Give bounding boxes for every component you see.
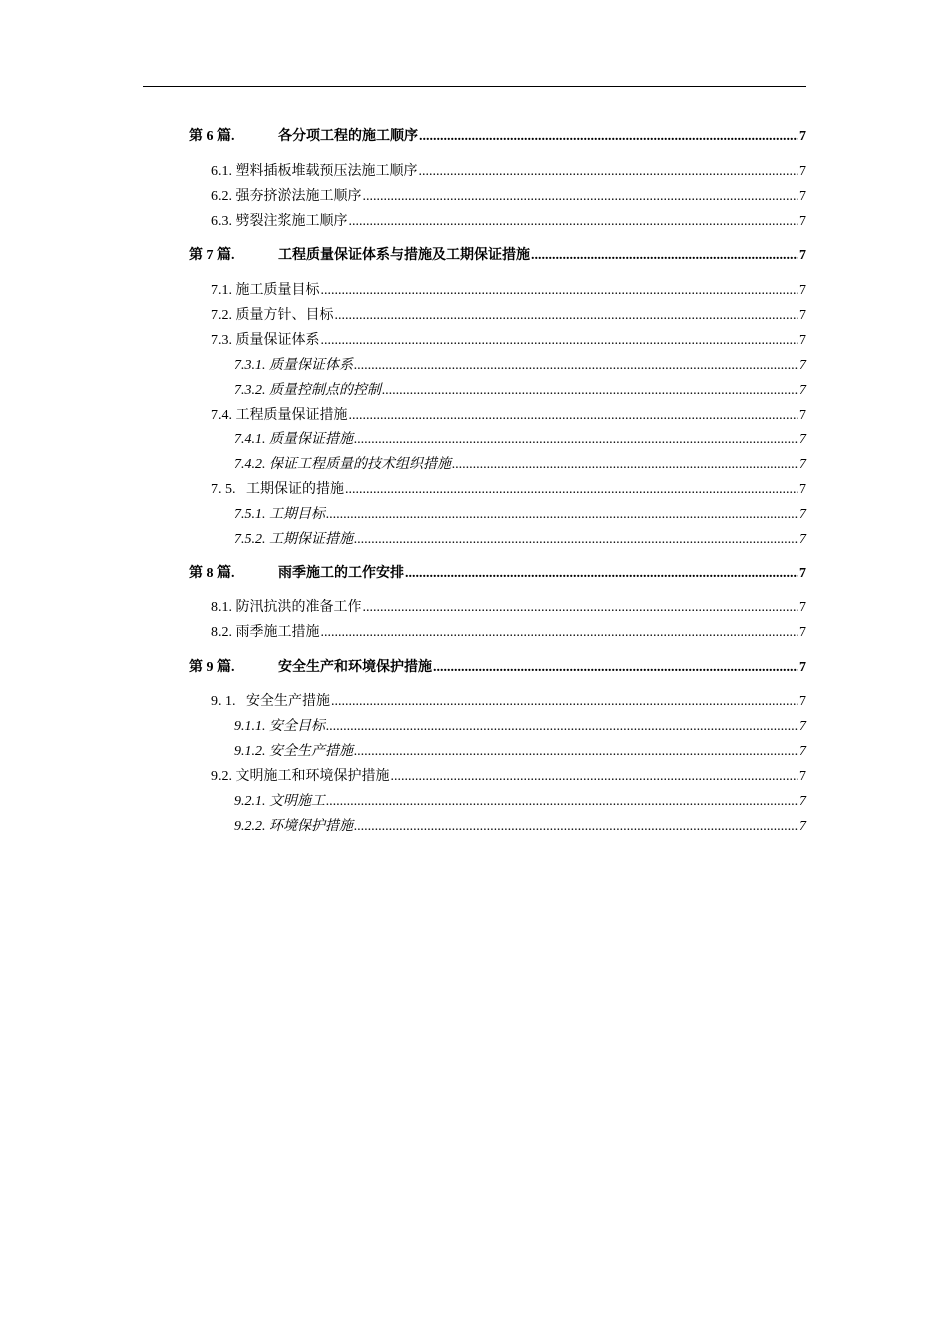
toc-page: 7 [799,794,806,809]
toc-page: 7 [799,358,806,373]
toc-title: 工期目标 [269,507,325,522]
toc-page: 7 [799,660,806,675]
toc-chapter-9[interactable] [189,659,806,677]
toc-subsection-7-4-1[interactable] [234,431,806,449]
toc-title: 质量保证体系 [235,333,320,348]
toc-section-8-1[interactable] [211,599,806,617]
toc-number: 9.2.2. [234,819,266,834]
toc-title: 工期保证的措施 [246,482,344,497]
toc-section-7-4[interactable] [211,407,806,425]
toc-title: 质量方针、目标 [235,308,334,323]
toc-section-8-2[interactable] [211,624,806,642]
toc-title: 雨季施工措施 [235,625,320,640]
toc-title: 塑料插板堆载预压法施工顺序 [235,164,418,179]
toc-number: 7.4.1. [234,432,266,447]
toc-page: 7 [799,248,806,263]
toc-leader [321,332,799,350]
toc-title: 各分项工程的施工顺序 [278,129,418,144]
toc-number: 7.1. [211,283,232,298]
toc-leader [354,531,798,549]
toc-chapter-6[interactable] [189,128,806,146]
toc-subsection-9-1-1[interactable] [234,718,806,736]
toc-leader [331,693,798,711]
toc-number: 9.1.1. [234,719,266,734]
toc-title: 劈裂注浆施工顺序 [235,214,348,229]
toc-leader [419,163,799,181]
toc-leader [419,128,798,146]
toc-leader [354,818,798,836]
toc-number: 7.3. [211,333,232,348]
toc-title: 质量保证措施 [269,432,353,447]
toc-page: 7 [799,383,806,398]
toc-page: 7 [799,283,806,298]
toc-leader [363,188,799,206]
toc-leader [345,481,798,499]
toc-section-7-2[interactable] [211,307,806,325]
toc-leader [349,407,799,425]
toc-section-7-5[interactable] [211,481,806,499]
toc-title: 保证工程质量的技术组织措施 [269,457,451,472]
toc-title: 安全生产措施 [246,694,330,709]
toc-title: 工程质量保证措施 [235,408,348,423]
toc-title: 环境保护措施 [269,819,353,834]
toc-title: 强夯挤淤法施工顺序 [235,189,362,204]
toc-number: 8.1. [211,600,232,615]
toc-leader [433,659,798,677]
toc-subsection-7-5-2[interactable] [234,531,806,549]
toc-page: 7 [799,507,806,522]
toc-page: 7 [799,600,806,615]
toc-subsection-7-3-2[interactable] [234,382,806,400]
toc-page: 7 [799,719,806,734]
toc-title: 雨季施工的工作安排 [278,566,404,581]
toc-title: 安全生产和环境保护措施 [278,660,432,675]
header-rule [143,86,806,87]
toc-title: 安全目标 [269,719,325,734]
toc-subsection-9-2-2[interactable] [234,818,806,836]
toc-leader [326,718,798,736]
toc-page: 7 [799,744,806,759]
toc-title: 文明施工和环境保护措施 [235,769,390,784]
toc-section-9-2[interactable] [211,768,806,786]
toc-number: 7.5.2. [234,532,266,547]
toc-section-6-1[interactable] [211,163,806,181]
toc-number: 6.3. [211,214,232,229]
toc-title: 质量保证体系 [269,358,353,373]
toc-page: 7 [799,333,806,348]
toc-leader [452,456,798,474]
toc-leader [382,382,798,400]
toc-leader [335,307,799,325]
toc-subsection-7-5-1[interactable] [234,506,806,524]
toc-page: 7 [799,129,806,144]
toc-number: 9.1.2. [234,744,266,759]
toc-page: 7 [799,625,806,640]
toc-leader [363,599,799,617]
toc-number: 9.2.1. [234,794,266,809]
toc-number: 7.4. [211,408,232,423]
toc-page: 7 [799,769,806,784]
toc-number: 第 7 篇. [189,248,235,263]
toc-leader [354,431,798,449]
toc-subsection-7-3-1[interactable] [234,357,806,375]
toc-title: 防汛抗洪的准备工作 [235,600,362,615]
toc-page: 7 [799,694,806,709]
toc-leader [349,213,799,231]
toc-number: 6.2. [211,189,232,204]
toc-section-6-2[interactable] [211,188,806,206]
toc-page: 7 [799,819,806,834]
toc-number: 9.2. [211,769,232,784]
toc-title: 质量控制点的控制 [269,383,381,398]
toc-leader [326,793,798,811]
toc-page: 7 [799,432,806,447]
toc-title: 文明施工 [269,794,325,809]
toc-number: 7. 5. [211,482,236,497]
toc-number: 6.1. [211,164,232,179]
toc-subsection-7-4-2[interactable] [234,456,806,474]
toc-page: 7 [799,214,806,229]
toc-page: 7 [799,482,806,497]
toc-leader [354,743,798,761]
toc-number: 7.5.1. [234,507,266,522]
toc-page: 7 [799,408,806,423]
toc-number: 第 9 篇. [189,660,235,675]
toc-leader [354,357,798,375]
toc-page: 7 [799,566,806,581]
toc-leader [405,565,798,583]
toc-leader [321,282,799,300]
toc-subsection-9-1-2[interactable] [234,743,806,761]
toc-leader [391,768,799,786]
toc-subsection-9-2-1[interactable] [234,793,806,811]
toc-number: 8.2. [211,625,232,640]
toc-page: 7 [799,308,806,323]
toc-leader [326,506,798,524]
toc-page: 7 [799,189,806,204]
toc-page: 7 [799,164,806,179]
toc-section-9-1[interactable] [211,693,806,711]
toc-chapter-8[interactable] [189,565,806,583]
toc-number: 7.3.2. [234,383,266,398]
toc-leader [531,247,798,265]
toc-chapter-7[interactable] [189,247,806,265]
toc-number: 第 8 篇. [189,566,235,581]
toc-number: 7.2. [211,308,232,323]
toc-number: 第 6 篇. [189,129,235,144]
toc-section-6-3[interactable] [211,213,806,231]
toc-number: 9. 1. [211,694,236,709]
toc-page: 7 [799,457,806,472]
toc-page: 7 [799,532,806,547]
toc-number: 7.3.1. [234,358,266,373]
toc-leader [321,624,799,642]
toc-title: 施工质量目标 [235,283,320,298]
toc-number: 7.4.2. [234,457,266,472]
toc-section-7-3[interactable] [211,332,806,350]
toc-section-7-1[interactable] [211,282,806,300]
toc-title: 工期保证措施 [269,532,353,547]
toc-title: 工程质量保证体系与措施及工期保证措施 [278,248,530,263]
toc-title: 安全生产措施 [269,744,353,759]
